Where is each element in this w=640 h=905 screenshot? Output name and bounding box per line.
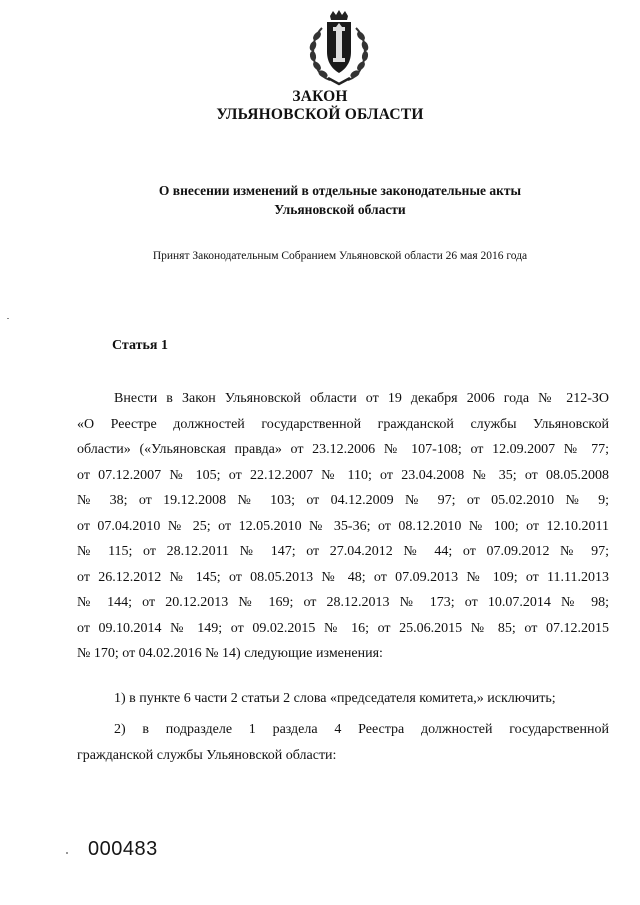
paragraph-line: Внести в Закон Ульяновской области от 19 декабря 2006 года № 212-ЗО [114,391,609,406]
paragraph-line: от 07.04.2010 № 25; от 12.05.2010 № 35-36; от 08.12.2010 № 100; от 12.10.2011 [77,518,609,534]
paragraph-line: № 144; от 20.12.2013 № 169; от 28.12.2013 № 173; от 10.07.2014 № 98; [77,595,609,610]
paragraph-line: от 26.12.2012 № 145; от 08.05.2013 № 48; от 07.09.2013 № 109; от 11.11.2013 [77,569,609,585]
article-item-1 [77,686,609,712]
scan-speck [66,852,68,854]
paragraph-line: области» («Ульяновская правда» от 23.12.2006 № 107-108; от 12.09.2007 № 77; [77,442,609,457]
coat-of-arms-emblem [300,8,378,86]
article-item-2 [77,717,609,768]
paragraph-line: № 38; от 19.12.2008 № 103; от 04.12.2009 № 97; от 05.02.2010 № 9; [77,493,609,508]
paragraph-line: 1) в пункте 6 части 2 статьи 2 слова «председателя комитета,» исключить; [114,691,556,706]
paragraph-line: гражданской службы Ульяновской области: [77,747,337,763]
article-heading: Статья 1 [112,338,168,353]
paragraph-line: от 07.12.2007 № 105; от 22.12.2007 № 110; от 23.04.2008 № 35; от 08.05.2008 [77,467,609,483]
adoption-note: Принят Законодательным Собранием Ульяновской области 26 мая 2016 года [152,250,528,262]
document-serial-number: 000483 [88,838,158,860]
law-subject-line-2: Ульяновской области [274,202,406,217]
paragraph-line: «О Реестре должностей государственной гражданской службы Ульяновской [77,416,609,432]
article-paragraph [77,386,609,667]
paragraph-line: 2) в подразделе 1 раздела 4 Реестра должностей государственной [114,722,609,737]
paragraph-line: от 09.10.2014 № 149; от 09.02.2015 № 16; от 25.06.2015 № 85; от 07.12.2015 [77,620,609,636]
law-subject-line-1: О внесении изменений в отдельные законодательные акты [158,183,522,198]
paragraph-line: № 170; от 04.02.2016 № 14) следующие изменения: [77,646,383,661]
scan-speck [7,318,9,319]
law-title: ЗАКОН [292,88,348,105]
paragraph-line: № 115; от 28.12.2011 № 147; от 27.04.2012 № 44; от 07.09.2012 № 97; [77,544,609,559]
law-region: УЛЬЯНОВСКОЙ ОБЛАСТИ [216,106,424,123]
